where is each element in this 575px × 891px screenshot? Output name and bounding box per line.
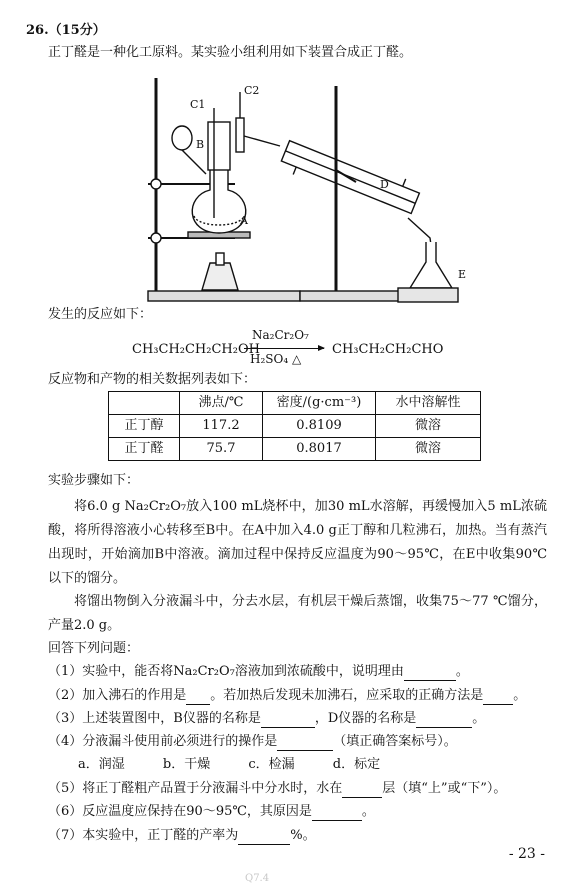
- intro-text: 正丁醛是一种化工原料。某实验小组利用如下装置合成正丁醛。: [48, 45, 413, 60]
- page-number: - 23 -: [508, 846, 545, 862]
- dropping-funnel-b: [172, 126, 192, 150]
- option-d[interactable]: d．标定: [332, 757, 381, 772]
- question-4: [48, 732, 547, 751]
- answer-blank[interactable]: [404, 662, 456, 681]
- apparatus-figure: [140, 78, 460, 306]
- table-cell: 75.7: [180, 438, 263, 461]
- table-header-cell: 沸点/℃: [180, 392, 263, 415]
- question-1: [48, 662, 547, 681]
- question-5: [48, 779, 547, 798]
- reaction-equation: [132, 327, 462, 367]
- flask-e-stand: [398, 288, 458, 302]
- label-c1: C1: [190, 98, 206, 111]
- table-cell: 正丁醇: [109, 415, 180, 438]
- label-e: E: [458, 268, 467, 281]
- answer-blank[interactable]: [312, 802, 362, 821]
- table-cell: 0.8109: [263, 415, 376, 438]
- question-3-part-a: （3）上述装置图中，B仪器的名称是: [48, 711, 261, 726]
- claisen-adapter: [208, 122, 230, 170]
- answer-blank[interactable]: [186, 686, 210, 705]
- question-7: [48, 826, 547, 845]
- question-4-part-a: （4）分液漏斗使用前必须进行的操作是: [48, 734, 278, 749]
- steps-heading: 实验步骤如下：: [48, 473, 140, 488]
- reagent-bottom: H₂SO₄ △: [250, 352, 302, 366]
- reagent-top: Na₂Cr₂O₇: [252, 328, 309, 342]
- question-6-end: 。: [361, 804, 375, 819]
- option-a[interactable]: a．润湿: [78, 757, 125, 772]
- table-heading: 反应物和产物的相关数据列表如下：: [48, 372, 257, 387]
- reaction-heading: 发生的反应如下：: [48, 307, 153, 322]
- question-7-end: %。: [290, 828, 316, 843]
- question-2: [48, 686, 547, 705]
- label-a: A: [240, 214, 248, 227]
- product-formula: CH₃CH₂CH₂CHO: [332, 342, 444, 357]
- table-row: [109, 438, 481, 461]
- question-3-end: 。: [472, 711, 486, 726]
- table-cell: 0.8017: [263, 438, 376, 461]
- alcohol-lamp: [202, 263, 238, 290]
- table-cell: 微溶: [376, 415, 481, 438]
- flask-a: [192, 168, 246, 233]
- table-header-cell: 密度/(g·cm⁻³): [263, 392, 376, 415]
- question-1-end: 。: [455, 664, 469, 679]
- condenser-d: [278, 133, 422, 221]
- option-c[interactable]: c．检漏: [248, 757, 295, 772]
- option-b[interactable]: b．干燥: [162, 757, 211, 772]
- table-cell: 正丁醛: [109, 438, 180, 461]
- label-b: B: [196, 138, 205, 151]
- left-stand-base: [148, 291, 300, 301]
- answer-blank[interactable]: [238, 826, 290, 845]
- step-2-text: 将馏出物倒入分液漏斗中，分去水层，有机层干燥后蒸馏，收集75～77 ℃馏分，产量2.0 g。: [48, 594, 547, 633]
- answer-blank[interactable]: [261, 709, 315, 728]
- data-table: [108, 391, 481, 461]
- reactant-formula: CH₃CH₂CH₂CH₂OH: [132, 342, 260, 357]
- answer-heading: 回答下列问题：: [48, 641, 140, 656]
- question-5-part-b: 层（填“上”或“下”）。: [382, 781, 507, 796]
- question-4-options: [78, 756, 414, 774]
- label-c2: C2: [244, 84, 260, 97]
- question-2-part-a: （2）加入沸石的作用是: [48, 688, 187, 703]
- table-header-row: [109, 392, 481, 415]
- question-4-part-b: （填正确答案标号）。: [333, 734, 457, 749]
- receiving-flask-e: [410, 242, 452, 288]
- table-header-cell: 水中溶解性: [376, 392, 481, 415]
- table-cell: 117.2: [180, 415, 263, 438]
- table-header-cell: [109, 392, 180, 415]
- table-row: [109, 415, 481, 438]
- step-1-text: 将6.0 g Na₂Cr₂O₇放入100 mL烧杯中，加30 mL水溶解，再缓慢加入5 mL浓硫酸，将所得溶液小心转移至B中。在A中加入4.0 g正丁醇和几粒沸石，加热。当有蒸汽出现时，开始滴加B中溶液。滴加过程中保持反应温度为90～95℃，在E中收集90℃以下的馏分。: [48, 499, 547, 586]
- label-d: D: [380, 178, 389, 191]
- table-cell: 微溶: [376, 438, 481, 461]
- question-7-text: （7）本实验中，正丁醛的产率为: [48, 828, 239, 843]
- reaction-arrow: [244, 348, 324, 349]
- question-1-text: （1）实验中，能否将Na₂Cr₂O₇溶液加到浓硫酸中，说明理由: [48, 664, 404, 679]
- answer-blank[interactable]: [277, 732, 333, 751]
- question-3-part-b: ，D仪器的名称是: [314, 711, 417, 726]
- question-2-part-b: 。若加热后发现未加沸石，应采取的正确方法是: [210, 688, 484, 703]
- answer-blank[interactable]: [342, 779, 382, 798]
- question-2-end: 。: [513, 688, 527, 703]
- question-6-text: （6）反应温度应保持在90～95℃，其原因是: [48, 804, 312, 819]
- question-5-part-a: （5）将正丁醛粗产品置于分液漏斗中分水时，水在: [48, 781, 343, 796]
- answer-blank[interactable]: [416, 709, 472, 728]
- question-6: [48, 802, 547, 821]
- question-3: [48, 709, 547, 728]
- right-stand-base: [300, 291, 400, 301]
- answer-blank[interactable]: [483, 686, 513, 705]
- faint-footer-mark: Q7.4: [245, 873, 270, 884]
- question-number: 26.（15分）: [26, 23, 106, 38]
